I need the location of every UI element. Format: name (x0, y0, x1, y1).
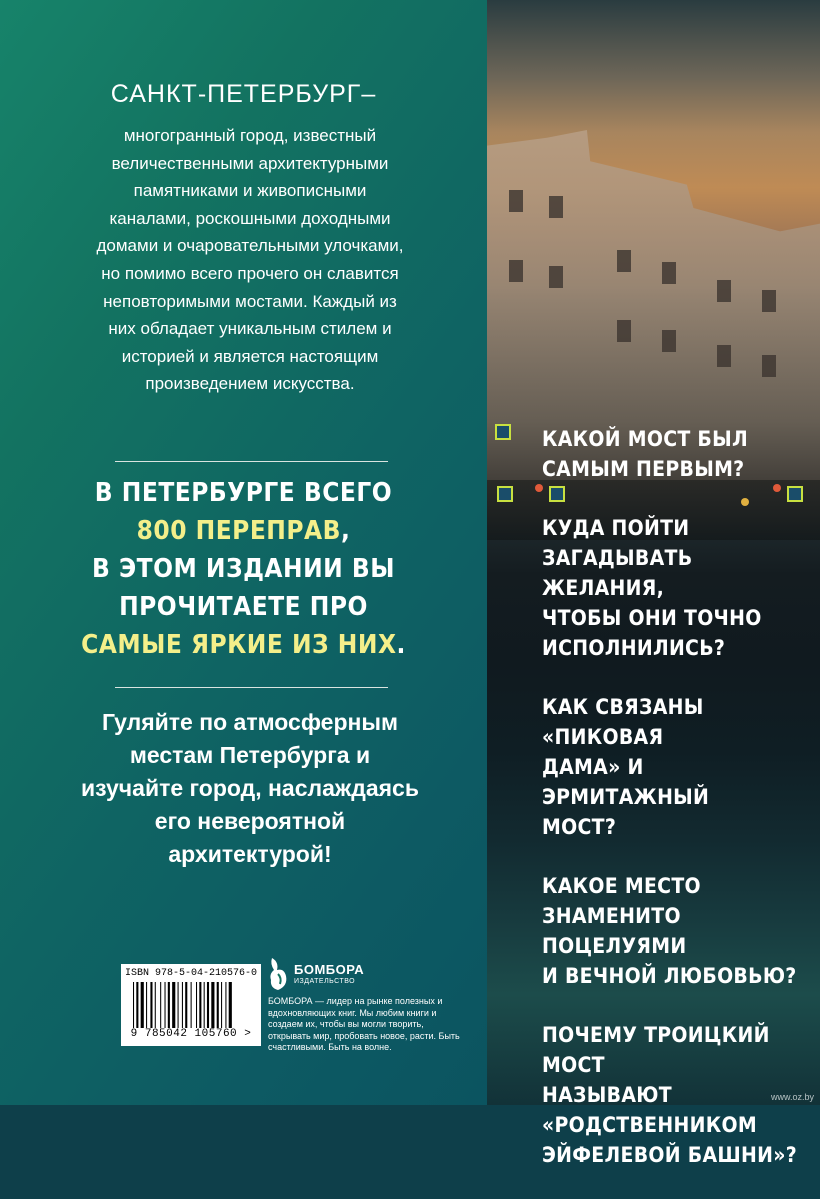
barcode-bar (172, 982, 175, 1028)
barcode-bar (146, 982, 147, 1028)
question-3: КАК СВЯЗАНЫ «ПИКОВАЯ ДАМА» И ЭРМИТАЖНЫЙ МОСТ? (542, 695, 710, 839)
window (662, 262, 676, 284)
highlight-line-1: В ПЕТЕРБУРГЕ ВСЕГО (94, 478, 393, 508)
publisher-name: БОМБОРА (294, 962, 365, 977)
barcode-bar (191, 982, 192, 1028)
barcode-bar (185, 982, 187, 1028)
window (509, 190, 523, 212)
barcode-bar (211, 982, 214, 1028)
highlight-line-5: САМЫЕ ЯРКИЕ ИЗ НИХ. (81, 630, 406, 660)
barcode-bar (165, 982, 166, 1028)
walk-text: Гуляйте по атмосферным местам Петербурга и изучайте город, наслаждаясь его невероятной архитектурой! (81, 709, 419, 867)
barcode-bar (155, 982, 156, 1028)
watermark: www.oz.by (770, 1092, 814, 1102)
intro-title: САНКТ-ПЕТЕРБУРГ– (110, 80, 377, 108)
barcode-bar (160, 982, 161, 1028)
question-1: КАКОЙ МОСТ БЫЛ САМЫМ ПЕРВЫМ? (542, 427, 748, 481)
window (662, 330, 676, 352)
window (762, 355, 776, 377)
question-4: КАКОЕ МЕСТО ЗНАМЕНИТО ПОЦЕЛУЯМИ И ВЕЧНОЙ ЛЮБОВЬЮ? (542, 874, 797, 988)
publisher-subtitle: ИЗДАТЕЛЬСТВО (294, 978, 356, 985)
barcode-bar (182, 982, 183, 1028)
window (509, 260, 523, 282)
barcode-bar (204, 982, 205, 1028)
publisher-description: БОМБОРА — лидер на рынке полезных и вдохновляющих книг. Мы любим книги и создаем их, чтобы вы могли творить, открывать мир, пробовать новое, расти. Быть счастливыми. Быть на волне. (268, 996, 460, 1052)
barcode-bar (196, 982, 197, 1028)
divider-top (115, 461, 388, 462)
window (617, 320, 631, 342)
window (549, 196, 563, 218)
highlight-line-2: 800 ПЕРЕПРАВ, (136, 516, 351, 546)
window (717, 345, 731, 367)
barcode-bar (133, 982, 134, 1028)
barcode (121, 964, 261, 1046)
barcode-bar (136, 982, 138, 1028)
highlight-line-3: В ЭТОМ ИЗДАНИИ ВЫ (92, 554, 395, 584)
isbn-label: ISBN 978-5-04-210576-0 (124, 968, 258, 979)
barcode-number: 9 785042 105760 > (130, 1028, 252, 1040)
bombora-logo-icon (268, 956, 290, 992)
barcode-bar (150, 982, 152, 1028)
window (717, 280, 731, 302)
barcode-bar (207, 982, 209, 1028)
road-sign-icon (497, 486, 513, 502)
barcode-bar (221, 982, 222, 1028)
window (762, 290, 776, 312)
window (549, 266, 563, 288)
questions-list (542, 424, 812, 1199)
road-sign-icon (495, 424, 511, 440)
highlight-line-4: ПРОЧИТАЕТЕ ПРО (119, 592, 368, 622)
question-5: ПОЧЕМУ ТРОИЦКИЙ МОСТ НАЗЫВАЮТ «РОДСТВЕННИКОМ ЭЙФЕЛЕВОЙ БАШНИ»? (542, 1023, 798, 1167)
barcode-bar (225, 982, 226, 1028)
barcode-bar (178, 982, 179, 1028)
barcode-bar (199, 982, 201, 1028)
barcode-bar (217, 982, 219, 1028)
intro-body: многогранный город, известный величественными архитектурными памятниками и живописными каналами, роскошными доходными домами и очаровательными улочками, но помимо всего прочего он славится неповторимыми мостами. Каждый из них обладает уникальным стилем и историей и является настоящим произведением искусства. (96, 126, 404, 394)
highlight-brightest: САМЫЕ ЯРКИЕ ИЗ НИХ (81, 630, 397, 660)
divider-bottom (115, 687, 388, 688)
window (617, 250, 631, 272)
highlight-block (0, 474, 487, 664)
question-2: КУДА ПОЙТИ ЗАГАДЫВАТЬ ЖЕЛАНИЯ, ЧТОБЫ ОНИ ТОЧНО ИСПОЛНИЛИСЬ? (542, 516, 762, 660)
barcode-bar (141, 982, 144, 1028)
barcode-bar (168, 982, 170, 1028)
barcode-bars (133, 982, 251, 1028)
barcode-bar (229, 982, 232, 1028)
highlight-count: 800 ПЕРЕПРАВ (136, 516, 341, 546)
